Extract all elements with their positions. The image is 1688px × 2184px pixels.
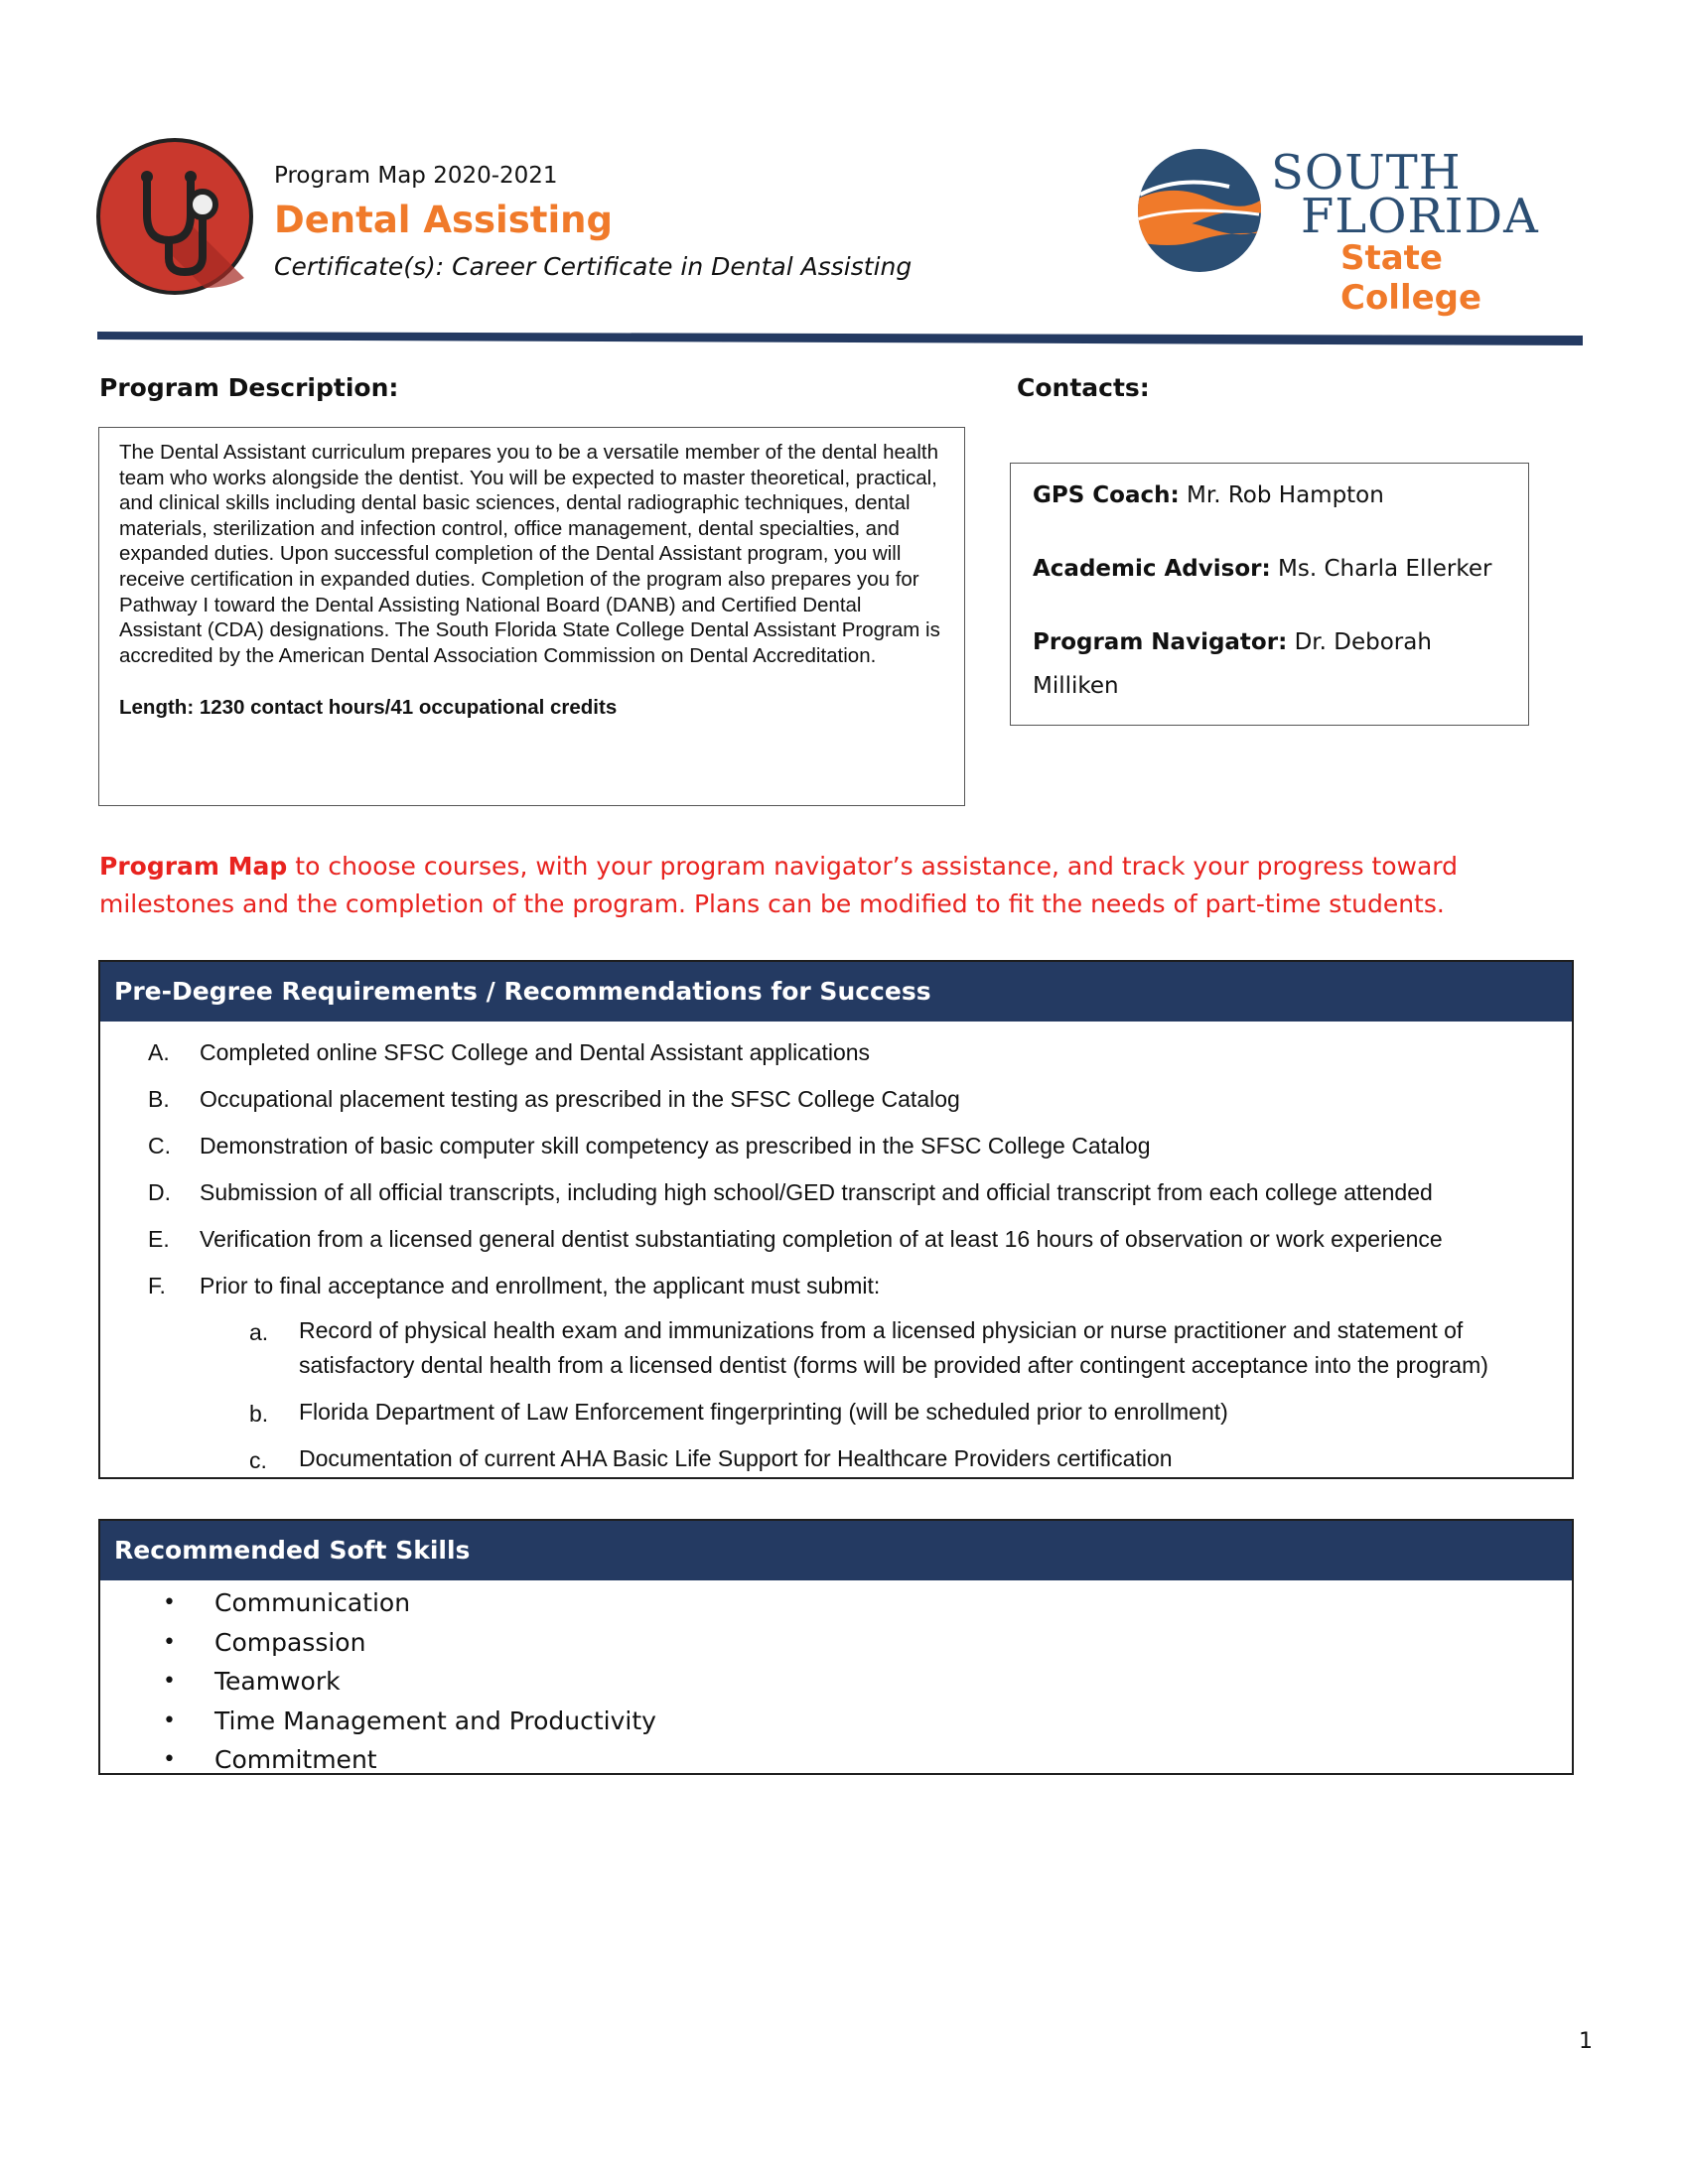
bullet-icon: •: [163, 1629, 176, 1655]
header-divider: [97, 330, 1583, 345]
list-marker: A.: [148, 1039, 170, 1065]
stethoscope-icon: [95, 137, 254, 296]
list-item-text: Verification from a licensed general dentist substantiating completion of at least 16 hours of observation or work experience: [200, 1226, 1443, 1252]
list-item-text: Submission of all official transcripts, including high school/GED transcript and official transcript from each college attended: [200, 1179, 1433, 1205]
list-item: [100, 1216, 1572, 1263]
program-map-rest: to choose courses, with your program navigator’s assistance, and track your progress toward milestones and the completion of the program. Plans can be modified to fit the needs of part-time students.: [99, 852, 1459, 918]
list-item: [100, 1169, 1572, 1216]
list-item: [100, 1029, 1572, 1076]
list-marker: C.: [148, 1133, 171, 1159]
program-map-statement: [99, 848, 1589, 923]
program-description-label: Program Description:: [99, 373, 399, 402]
list-marker: b.: [249, 1401, 269, 1427]
list-marker: a.: [249, 1319, 269, 1345]
list-item: [100, 1263, 1572, 1309]
program-certificate: Certificate(s): Career Certificate in Dental Assisting: [274, 252, 913, 281]
soft-skill-text: Time Management and Productivity: [214, 1706, 656, 1735]
sub-list-item: [100, 1391, 1572, 1437]
contact-academic-advisor: [1033, 547, 1506, 620]
list-marker: D.: [148, 1179, 171, 1205]
contacts-box: [1010, 463, 1529, 726]
list-marker: F.: [148, 1273, 166, 1298]
program-title: Dental Assisting: [274, 199, 613, 241]
contact-name: Mr. Rob Hampton: [1187, 482, 1384, 508]
list-item: [100, 1743, 1572, 1783]
list-item: [100, 1705, 1572, 1744]
list-item: [100, 1586, 1572, 1626]
list-item: [100, 1665, 1572, 1705]
list-item-text: Completed online SFSC College and Dental Assistant applications: [200, 1039, 871, 1065]
page-number: 1: [1579, 2029, 1593, 2054]
pre-degree-requirements-title: Pre-Degree Requirements / Recommendations for Success: [100, 962, 1572, 1022]
list-marker: E.: [148, 1226, 170, 1252]
list-item-text: Documentation of current AHA Basic Life Support for Healthcare Providers certification: [299, 1445, 1173, 1471]
soft-skills-panel: [98, 1519, 1574, 1775]
program-description-text: The Dental Assistant curriculum prepares you to be a versatile member of the dental health team who works alongside the dentist. You will be expected to master theoretical, practical, and clinical skills including dental basic sciences, dental radiographic techniques, dental materials, sterilization and infection control, office management, dental specialties, and expanded duties. Upon successful completion of the Dental Assistant program, you will receive certification in expanded duties. Completion of the program also prepares you for Pathway I toward the Dental Assisting National Board (DANB) and Certified Dental Assistant (CDA) designations. The South Florida State College Dental Assistant Program is accredited by the American Dental Association Commission on Dental Accreditation.: [119, 441, 940, 667]
list-item-text: Record of physical health exam and immunizations from a licensed physician or nurse practitioner and statement of satisfactory dental health from a licensed dentist (forms will be provided after contingent acceptance into the program): [299, 1317, 1488, 1378]
contact-role: GPS Coach:: [1033, 482, 1180, 508]
contact-name: Ms. Charla Ellerker: [1278, 556, 1492, 582]
logo-line-south: SOUTH: [1271, 145, 1462, 201]
list-marker: B.: [148, 1086, 170, 1112]
program-description-box: [98, 427, 965, 806]
list-item: [100, 1076, 1572, 1123]
logo-line-state-college: State College: [1340, 238, 1482, 318]
list-item: [100, 1123, 1572, 1169]
list-marker: c.: [249, 1447, 267, 1473]
soft-skills-list: [100, 1580, 1572, 1783]
program-length: Length: 1230 contact hours/41 occupational credits: [119, 696, 618, 720]
college-seal-icon: [1130, 141, 1269, 280]
program-map-bold: Program Map: [99, 852, 288, 881]
logo-line-florida: FLORIDA: [1301, 189, 1539, 244]
bullet-icon: •: [163, 1590, 176, 1615]
requirements-list: [100, 1022, 1572, 1484]
contact-program-navigator: [1033, 620, 1506, 699]
soft-skill-text: Teamwork: [214, 1667, 341, 1696]
list-item: [100, 1626, 1572, 1666]
contacts-label: Contacts:: [1017, 373, 1150, 402]
bullet-icon: •: [163, 1669, 176, 1694]
soft-skill-text: Compassion: [214, 1627, 366, 1657]
soft-skill-text: Communication: [214, 1588, 411, 1617]
bullet-icon: •: [163, 1747, 176, 1772]
contact-role: Program Navigator:: [1033, 629, 1288, 655]
program-year: Program Map 2020-2021: [274, 163, 558, 189]
list-item-text: Occupational placement testing as prescribed in the SFSC College Catalog: [200, 1086, 960, 1112]
contact-gps-coach: [1033, 474, 1506, 547]
sub-list-item: [100, 1309, 1572, 1391]
college-logo: [1130, 141, 1567, 318]
bullet-icon: •: [163, 1707, 176, 1733]
list-item-text: Demonstration of basic computer skill competency as prescribed in the SFSC College Catalog: [200, 1133, 1151, 1159]
pre-degree-requirements-panel: [98, 960, 1574, 1479]
soft-skill-text: Commitment: [214, 1745, 377, 1774]
sub-list-item: [100, 1437, 1572, 1484]
contact-name: Dr. Deborah Milliken: [1033, 629, 1432, 699]
list-item-text: Florida Department of Law Enforcement fingerprinting (will be scheduled prior to enrollment): [299, 1399, 1228, 1425]
list-item-text: Prior to final acceptance and enrollment, the applicant must submit:: [200, 1273, 881, 1298]
program-header: [274, 159, 969, 286]
contact-role: Academic Advisor:: [1033, 556, 1271, 582]
soft-skills-title: Recommended Soft Skills: [100, 1521, 1572, 1580]
